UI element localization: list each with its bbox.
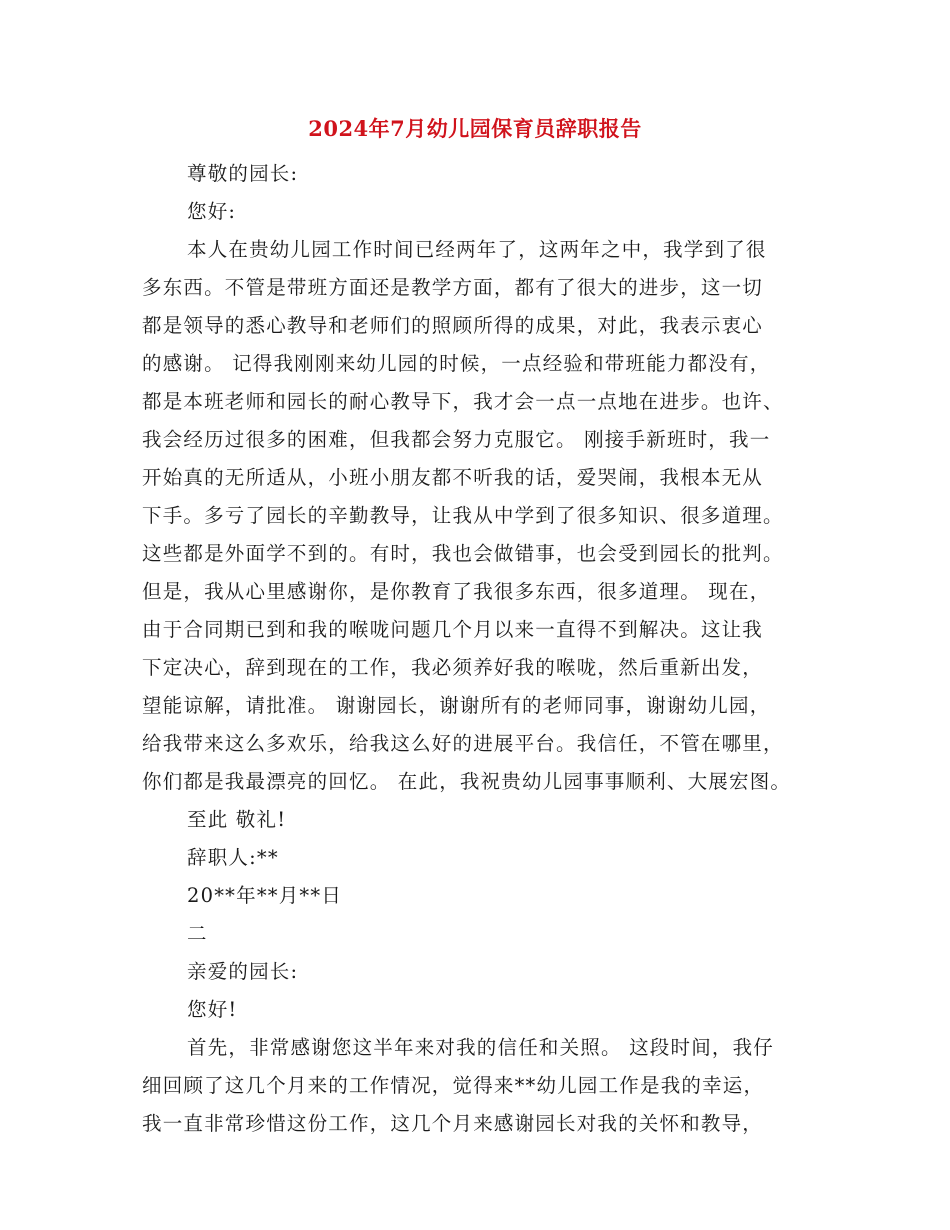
signatory-line: 辞职人:** [187, 846, 279, 869]
paragraph-line: 都是本班老师和园长的耐心教导下，我才会一点一点地在进步。也许、 [142, 390, 784, 413]
salutation: 尊敬的园长: [187, 162, 299, 185]
date-line: 20**年**月**日 [187, 884, 343, 907]
paragraph-line: 下手。多亏了园长的辛勤教导，让我从中学到了很多知识、很多道理。 [142, 504, 784, 527]
paragraph-line: 本人在贵幼儿园工作时间已经两年了，这两年之中，我学到了很 [187, 238, 767, 261]
paragraph-line: 望能谅解，请批准。 谢谢园长，谢谢所有的老师同事，谢谢幼儿园， [142, 694, 771, 717]
paragraph-line: 这些都是外面学不到的。有时，我也会做错事，也会受到园长的批判。 [142, 542, 784, 565]
greeting-2: 您好! [187, 998, 238, 1021]
paragraph-line: 多东西。不管是带班方面还是教学方面，都有了很大的进步，这一切 [142, 276, 764, 299]
paragraph-line: 开始真的无所适从，小班小朋友都不听我的话，爱哭闹，我根本无从 [142, 466, 764, 489]
paragraph-line: 由于合同期已到和我的喉咙问题几个月以来一直得不到解决。这让我 [142, 618, 764, 641]
paragraph-line: 下定决心，辞到现在的工作，我必须养好我的喉咙，然后重新出发， [142, 656, 764, 679]
document-title: 2024年7月幼儿园保育员辞职报告 [308, 116, 642, 141]
paragraph-line: 但是，我从心里感谢你，是你教育了我很多东西，很多道理。 现在， [142, 580, 771, 603]
paragraph-line: 的感谢。 记得我刚刚来幼儿园的时候，一点经验和带班能力都没有， [142, 352, 771, 375]
paragraph-line: 首先，非常感谢您这半年来对我的信任和关照。 这段时间，我仔 [187, 1036, 774, 1059]
salutation-2: 亲爱的园长: [187, 960, 299, 983]
greeting: 您好: [187, 200, 237, 223]
paragraph-line: 都是领导的悉心教导和老师们的照顾所得的成果，对此，我表示衷心 [142, 314, 764, 337]
section-number: 二 [187, 922, 208, 945]
paragraph-line: 细回顾了这几个月来的工作情况，觉得来**幼儿园工作是我的幸运， [142, 1074, 765, 1097]
paragraph-line: 我会经历过很多的困难，但我都会努力克服它。 刚接手新班时，我一 [142, 428, 771, 451]
closing-line: 至此 敬礼! [187, 808, 287, 831]
paragraph-line: 给我带来这么多欢乐，给我这么好的进展平台。我信任，不管在哪里， [142, 732, 784, 755]
paragraph-line: 你们都是我最漂亮的回忆。 在此，我祝贵幼儿园事事顺利、大展宏图。 [142, 770, 792, 793]
paragraph-line: 我一直非常珍惜这份工作，这几个月来感谢园长对我的关怀和教导， [142, 1112, 764, 1135]
